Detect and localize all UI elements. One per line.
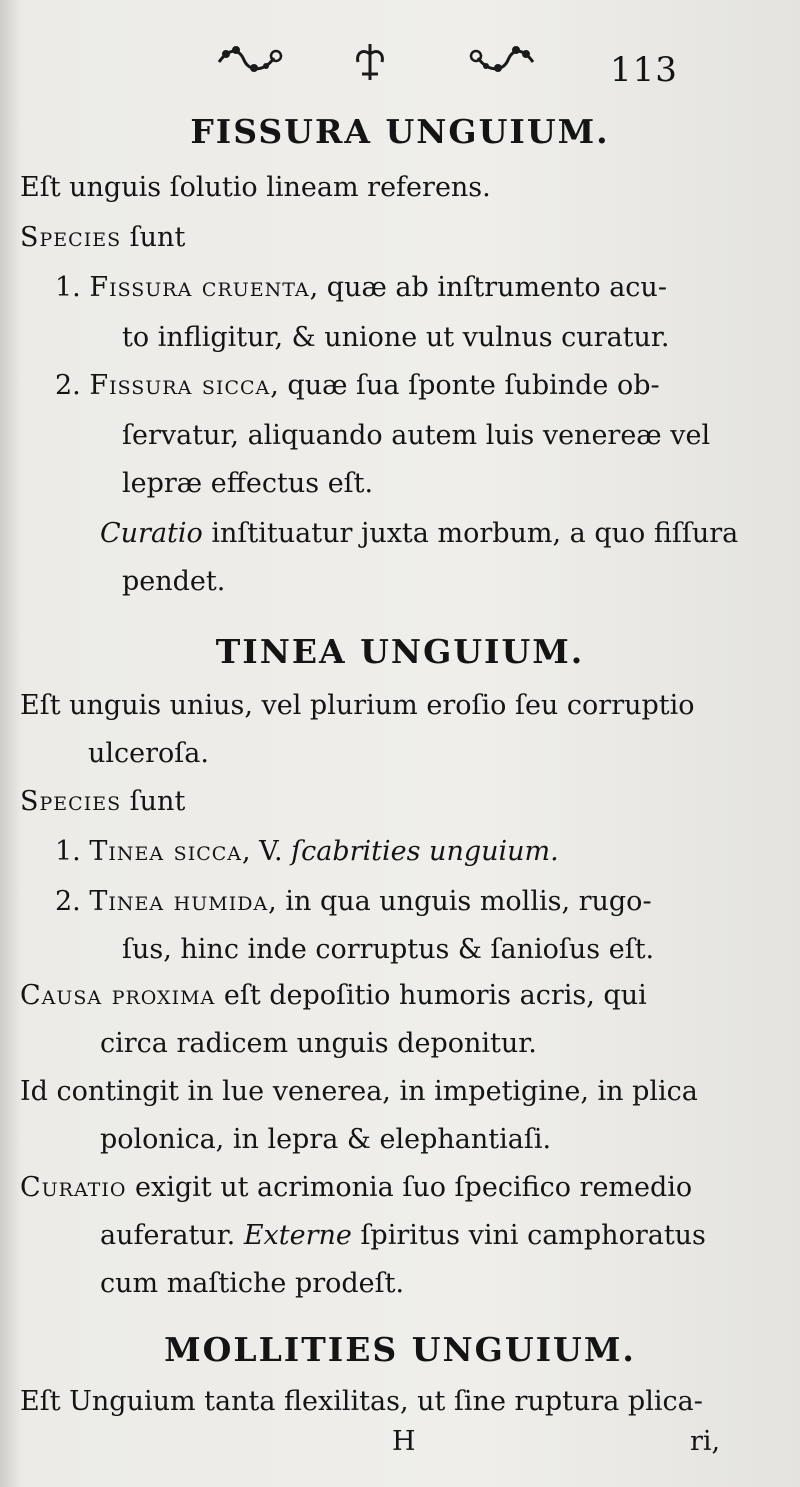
fissura-curatio-cont: pendet.	[122, 566, 226, 597]
species-label: Species	[20, 786, 122, 817]
item-name: Fissura sicca	[89, 370, 271, 401]
curatio-label: Curatio	[20, 1172, 127, 1203]
fissura-item-1-cont: to infligitur, & unione ut vulnus curatur.	[122, 322, 670, 353]
item-text: , quæ ab inſtrumento acu-	[309, 272, 667, 303]
tinea-id-paragraph-cont: polonica, in lepra & elephantiaſi.	[100, 1124, 552, 1155]
center-fleuron-icon	[352, 40, 388, 84]
curatio-label: Curatio	[100, 518, 203, 549]
fissura-item-2	[55, 370, 660, 401]
species-label: Species	[20, 222, 122, 253]
tinea-causa	[20, 980, 647, 1011]
floral-ornament-right-icon	[468, 40, 538, 80]
fissura-item-2-cont: lepræ effectus eſt.	[122, 468, 374, 499]
fissura-item-2-cont: ſervatur, aliquando autem luis venereæ vel	[122, 420, 711, 451]
tinea-curatio-cont	[100, 1220, 706, 1251]
curatio-text: ſpiritus vini camphoratus	[351, 1220, 706, 1251]
page-header	[0, 40, 800, 100]
fissura-species-heading	[20, 222, 185, 253]
item-name: Tinea humida	[89, 886, 269, 917]
tinea-item-2-cont: ſus, hinc inde corruptus & ſanioſus eſt.	[122, 934, 655, 965]
tinea-definition-cont: ulceroſa.	[88, 738, 209, 769]
section-title-mollities: MOLLITIES UNGUIUM.	[164, 1330, 636, 1369]
item-name: Tinea sicca	[89, 836, 242, 867]
species-suffix: ſunt	[121, 786, 186, 817]
mollities-definition: Eſt Unguium tanta flexilitas, ut ſine ruptura plica-	[20, 1386, 703, 1417]
externe-word: Externe	[243, 1220, 352, 1251]
section-title-tinea: TINEA UNGUIUM.	[215, 632, 585, 671]
item-name: Fissura cruenta	[89, 272, 310, 303]
curatio-text: exigit ut acrimonia ſuo ſpecifico remedio	[126, 1172, 693, 1203]
cross-reference: ſcabrities unguium.	[291, 836, 559, 867]
fissura-definition: Eſt unguis ſolutio lineam referens.	[20, 172, 491, 203]
fissura-item-1	[55, 272, 667, 303]
tinea-id-paragraph: Id contingit in lue venerea, in impetigine, in plica	[20, 1076, 698, 1107]
tinea-curatio	[20, 1172, 692, 1203]
page-number: 113	[610, 50, 678, 90]
catchword: ri,	[690, 1426, 721, 1457]
fissura-curatio	[100, 518, 738, 549]
item-number: 2.	[55, 886, 81, 917]
item-number: 2.	[55, 370, 81, 401]
item-text: , V.	[242, 836, 292, 867]
section-title-fissura: FISSURA UNGUIUM.	[190, 112, 610, 151]
curatio-text: inſtituatur juxta morbum, a quo fiſſura	[202, 518, 739, 549]
tinea-item-1	[55, 836, 559, 867]
species-suffix: ſunt	[121, 222, 186, 253]
curatio-text: auferatur.	[100, 1220, 244, 1251]
tinea-curatio-cont: cum maſtiche prodeſt.	[100, 1268, 405, 1299]
causa-label: Causa proxima	[20, 980, 216, 1011]
tinea-species-heading	[20, 786, 185, 817]
signature-mark: H	[392, 1426, 416, 1457]
item-number: 1.	[55, 272, 81, 303]
tinea-definition: Eſt unguis unius, vel plurium eroſio ſeu corruptio	[20, 690, 695, 721]
item-text: , in qua unguis mollis, rugo-	[268, 886, 652, 917]
tinea-item-2	[55, 886, 652, 917]
floral-ornament-left-icon	[214, 40, 284, 80]
causa-text: eſt depoſitio humoris acris, qui	[215, 980, 647, 1011]
tinea-causa-cont: circa radicem unguis deponitur.	[100, 1028, 537, 1059]
item-text: , quæ ſua ſponte ſubinde ob-	[270, 370, 660, 401]
item-number: 1.	[55, 836, 81, 867]
